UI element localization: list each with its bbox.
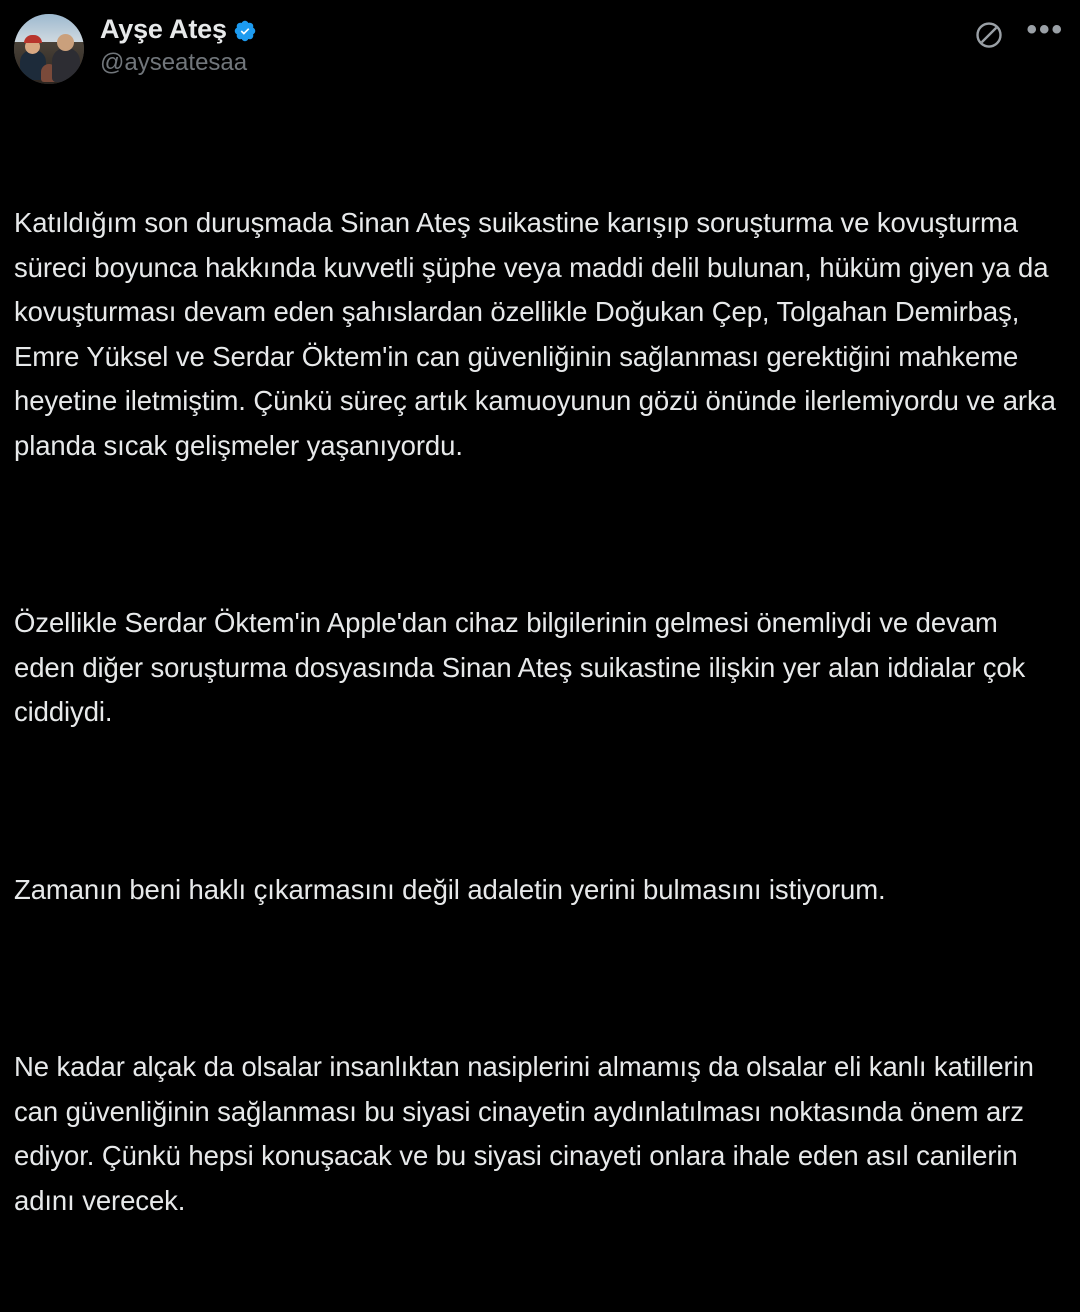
tweet-paragraph: Katıldığım son duruşmada Sinan Ateş suikastine karışıp soruşturma ve kovuşturma süreci boyunca hakkında kuvvetli şüphe veya maddi delil bulunan, hüküm giyen ya da kovuşturması devam eden şahıslardan özellikle Doğukan Çep, Tolgahan Demirbaş, Emre Yüksel ve Serdar Öktem'in can güvenliğinin sağlanması gerektiğini mahkeme heyetine iletmiştim. Çünkü süreç artık kamuoyunun gözü önünde ilerlemiyordu ve arka planda sıcak gelişmeler yaşanıyordu.: [14, 207, 1064, 461]
tweet-header: [14, 12, 1066, 98]
tweet-paragraph: Ne kadar alçak da olsalar insanlıktan nasiplerini almamış da olsalar eli kanlı katillerin can güvenliğinin sağlanması bu siyasi cinayetin aydınlatılması noktasında önem arz ediyor. Çünkü hepsi konuşacak ve bu siyasi cinayeti onlara ihale eden asıl canilerin adını verecek.: [14, 1051, 1042, 1216]
not-interested-icon[interactable]: [974, 20, 1004, 50]
author-handle[interactable]: @ayseatesaa: [100, 49, 248, 77]
tweet-paragraph: Özellikle Serdar Öktem'in Apple'dan cihaz bilgilerinin gelmesi önemliydi ve devam eden diğer soruşturma dosyasında Sinan Ateş suikastine ilişkin yer alan iddialar çok ciddiydi.: [14, 607, 1033, 727]
author-block: [100, 12, 257, 77]
avatar[interactable]: [14, 14, 84, 84]
avatar-person-left-cap: [24, 35, 42, 43]
more-options-icon[interactable]: •••: [1026, 13, 1064, 46]
author-name-row[interactable]: [100, 14, 257, 45]
tweet-text: [14, 112, 1066, 1312]
author-display-name[interactable]: Ayşe Ateş: [100, 14, 227, 44]
avatar-person-right-head: [57, 34, 74, 51]
avatar-person-right: [52, 48, 80, 82]
verified-badge-icon: [233, 19, 257, 43]
tweet-actions: [974, 13, 1064, 50]
tweet-paragraph: Zamanın beni haklı çıkarmasını değil adaletin yerini bulmasını istiyorum.: [14, 873, 886, 905]
